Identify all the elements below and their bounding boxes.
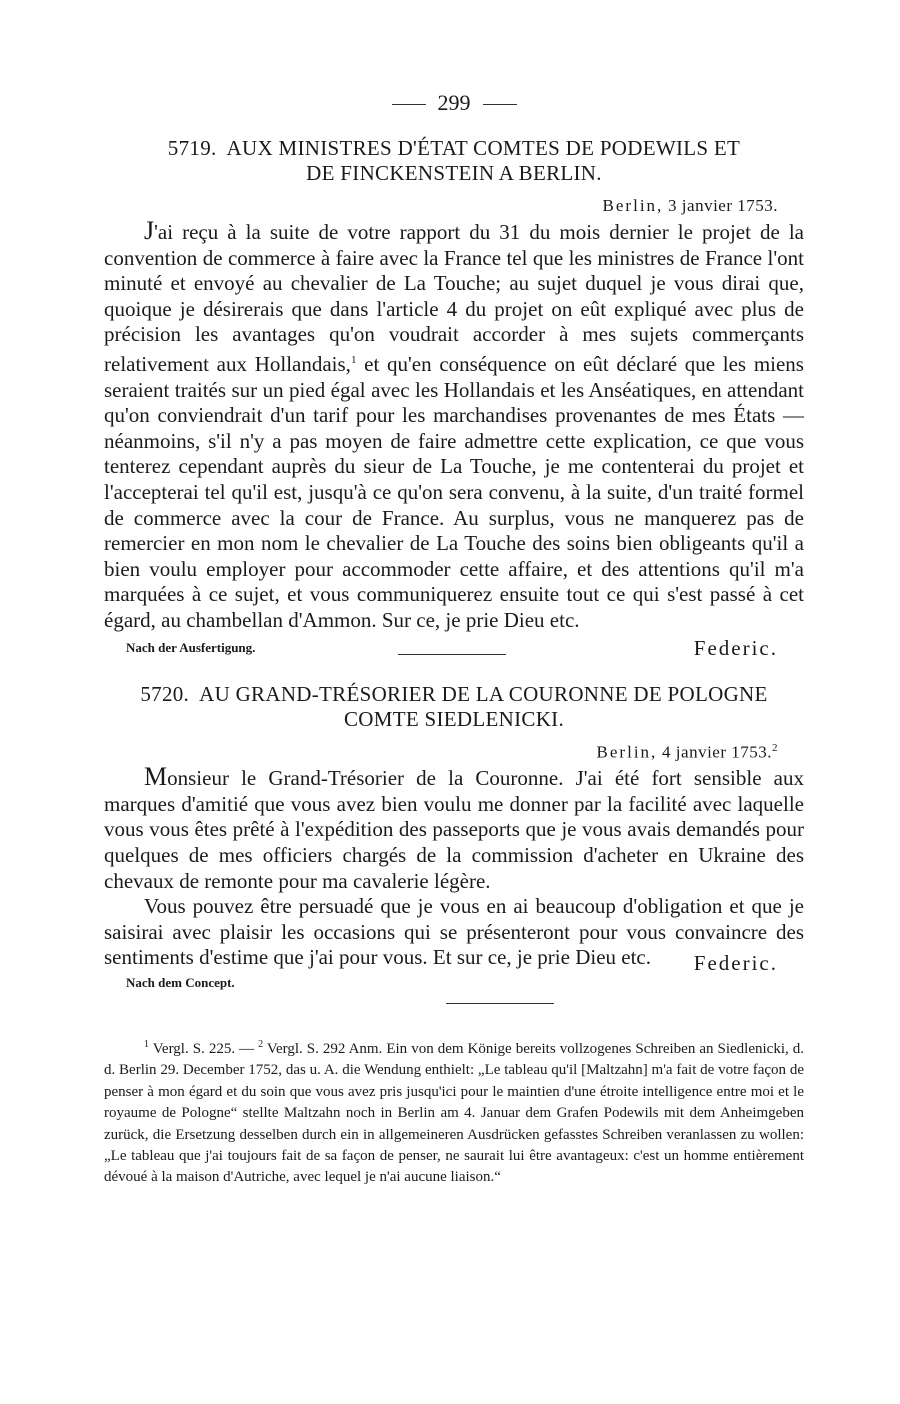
rule-left — [392, 104, 426, 105]
signature: Federic. — [693, 635, 778, 660]
source-note: Nach der Ausfertigung. — [126, 639, 256, 655]
date-place: Berlin, — [596, 742, 658, 762]
letter-heading — [104, 136, 804, 186]
initial-letter: M — [144, 762, 168, 792]
letter-body — [104, 218, 804, 634]
date-place: Berlin, — [602, 196, 664, 215]
date-text: 3 janvier 1753. — [668, 196, 778, 215]
letter-title-line1: AUX MINISTRES D'ÉTAT COMTES DE PODEWILS ET — [226, 136, 741, 160]
signature-row — [104, 950, 804, 995]
rule-right — [483, 104, 517, 105]
footnote-ref: 2 — [772, 741, 778, 754]
letter-heading — [104, 682, 804, 732]
paragraph: Monsieur le Grand-Trésorier de la Couronne. J'ai été fort sensible aux marques d'amitié que vous avez bien voulu me donner par la facilité avec laquelle vous vous êtes prêté à l'expédition des passeports que je vous avais demandés pour quelques de mes officiers chargés de la commission d'acheter en Ukraine des chevaux de remonte pour ma cavalerie légère. — [104, 762, 804, 893]
initial-letter: J — [144, 216, 155, 245]
separator-rule — [398, 654, 506, 655]
separator-rule — [446, 1003, 554, 1004]
letter-title-line2: COMTE SIEDLENICKI. — [343, 706, 565, 731]
page-number: 299 — [104, 86, 804, 120]
signature-row — [104, 636, 804, 664]
footnote-ref: 1 — [350, 353, 357, 366]
footnote: $^1$ Vergl. S. 225. — $^2$ Vergl. S. 292 Anm. Ein von dem Könige bereits vollzogenes Schreiben an Siedlenicki, d. d. Berlin 29. December 1752, das u. A. die Wendung enthielt: „Le tableau qu'il [Maltzahn] m'a fait de votre façon de penser à mon égard et du soin que vous avez pris jusqu'ici pour le maintien d'une étroite intelligence entre moi et le royaume de Pologne“ stellte Maltzahn noch in Berlin am 4. Januar dem Grafen Podewils mit dem Anheimgeben zurück, die Ersetzung desselben durch ein in allgemeineren Ausdrücken gefasstes Schreiben veranlassen zu wollen: „Le tableau que j'ai toujours fait de sa façon de penser, ne saurait lui être avantageux: c'est un homme entièrement dévoué à la maison d'Autriche, avec lequel je n'ai aucune liaison.“ — [104, 1038, 804, 1186]
dateline — [104, 742, 778, 763]
document-page — [104, 86, 804, 1189]
paragraph: Vous pouvez être persuadé que je vous en ai beaucoup d'obligation et que je saisirai avec plaisir les occasions qui se présenteront pour vous convaincre des sentiments d'estime que j'ai pour vous. Et sur ce, je prie Dieu etc. — [104, 894, 804, 970]
letter-number: 5719. — [167, 136, 217, 160]
paragraph: J'ai reçu à la suite de votre rapport du 31 du mois dernier le projet de la convention de commerce à faire avec la France tel que les ministres de France l'ont minuté et envoyé au chevalier de La Touche; au sujet duquel je vous dirai que, quoique je désirerais que dans l'article 4 du projet on eût expliqué avec plus de précision les avantages qu'on voudrait accorder à mes sujets commerçants relativement aux Hollandais,$^1$ et qu'en conséquence on eût déclaré que les miens seraient traités sur un pied égal avec les Hollandais et les Anséatiques, en attendant qu'on conviendrait d'un tarif pour les marchandises provenantes de mes États — néanmoins, s'il n'y a pas moyen de faire admettre cette explication, ce que vous tenterez cependant auprès du sieur de La Touche, je me contenterai du projet et l'accepterai tel qu'il est, jusqu'à ce qu'on sera convenu, à la suite, d'un traité formel de commerce avec la cour de France. Au surplus, vous ne manquerez pas de remercier en mon nom le chevalier de La Touche des soins bien obligeants qu'il a bien voulu employer pour accommoder cette affaire, et des attentions qu'il m'a marquées à ce sujet, et vous communiquerez ensuite tout ce qui s'est passé à cet égard, au chambellan d'Ammon. Sur ce, je prie Dieu etc. — [104, 216, 804, 632]
letter-title-line1: AU GRAND-TRÉSORIER DE LA COURONNE DE POLOGNE — [199, 681, 768, 706]
signature: Federic. — [693, 950, 778, 975]
footnotes — [104, 1034, 804, 1189]
letter-body — [104, 764, 804, 971]
dateline — [104, 196, 778, 216]
letter-title-line2: DE FINCKENSTEIN A BERLIN. — [306, 161, 602, 185]
letter-number: 5720. — [140, 681, 190, 706]
source-note: Nach dem Concept. — [126, 974, 235, 990]
date-text: 4 janvier 1753. — [662, 742, 772, 762]
